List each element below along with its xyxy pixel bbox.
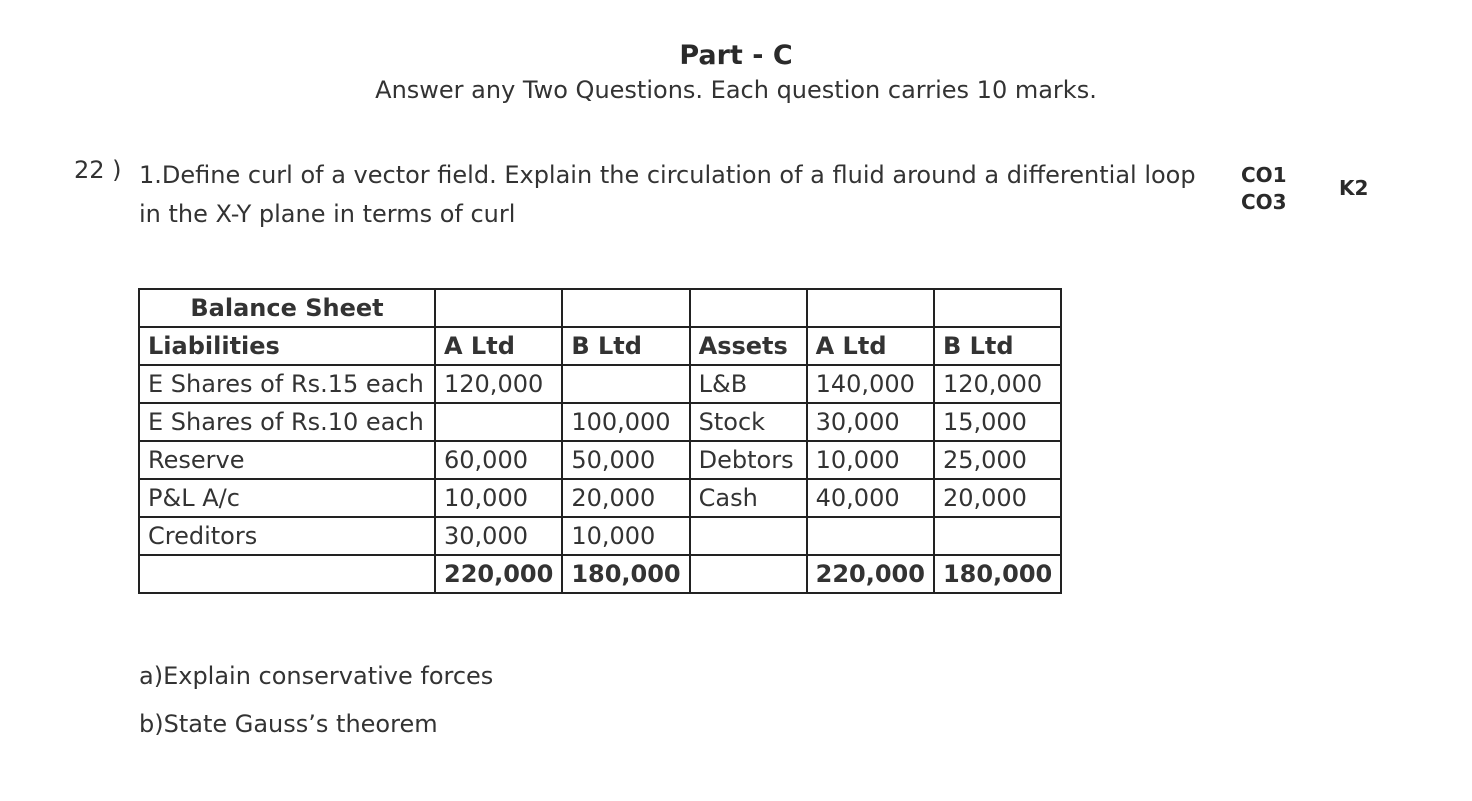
header-cell: B Ltd xyxy=(934,327,1061,365)
instructions: Answer any Two Questions. Each question carries 10 marks. xyxy=(375,76,1097,104)
table-cell: 120,000 xyxy=(934,365,1061,403)
table-cell: Reserve xyxy=(139,441,435,479)
table-cell xyxy=(690,517,807,555)
table-cell: Debtors xyxy=(690,441,807,479)
question-number: 22 ) xyxy=(74,156,122,184)
part-title: Part - C xyxy=(679,40,793,71)
table-cell: 20,000 xyxy=(934,479,1061,517)
table-row xyxy=(139,403,1061,441)
table-row xyxy=(139,365,1061,403)
table-title: Balance Sheet xyxy=(139,289,435,327)
question-text: 1.Define curl of a vector field. Explain the circulation of a fluid around a differential loop in the X-Y plane in terms of curl xyxy=(139,161,1196,228)
table-cell: 120,000 xyxy=(435,365,562,403)
table-cell: 100,000 xyxy=(562,403,689,441)
table-title-row xyxy=(139,289,1061,327)
total-cell: 180,000 xyxy=(934,555,1061,593)
table-row xyxy=(139,479,1061,517)
total-cell: 180,000 xyxy=(562,555,689,593)
table-row xyxy=(139,441,1061,479)
table-cell: 40,000 xyxy=(807,479,934,517)
table-cell xyxy=(562,365,689,403)
total-cell: 220,000 xyxy=(435,555,562,593)
table-cell: P&L A/c xyxy=(139,479,435,517)
table-cell: L&B xyxy=(690,365,807,403)
table-cell: 15,000 xyxy=(934,403,1061,441)
table-cell: 30,000 xyxy=(807,403,934,441)
table-cell: 10,000 xyxy=(435,479,562,517)
table-cell: Cash xyxy=(690,479,807,517)
header-cell: B Ltd xyxy=(562,327,689,365)
table-cell xyxy=(690,289,807,327)
sub-question-a: a)Explain conservative forces xyxy=(139,662,494,690)
course-outcome-2: CO3 xyxy=(1241,190,1287,214)
table-cell xyxy=(934,289,1061,327)
table-cell xyxy=(934,517,1061,555)
total-cell xyxy=(690,555,807,593)
table-cell xyxy=(807,289,934,327)
header-cell: A Ltd xyxy=(435,327,562,365)
table-cell: 30,000 xyxy=(435,517,562,555)
table-cell: 140,000 xyxy=(807,365,934,403)
table-cell: E Shares of Rs.15 each xyxy=(139,365,435,403)
header-cell: Liabilities xyxy=(139,327,435,365)
table-cell xyxy=(807,517,934,555)
table-cell: 20,000 xyxy=(562,479,689,517)
table-cell: E Shares of Rs.10 each xyxy=(139,403,435,441)
table-cell: Stock xyxy=(690,403,807,441)
table-cell: 10,000 xyxy=(562,517,689,555)
course-outcome-1: CO1 xyxy=(1241,163,1287,187)
table-cell: Creditors xyxy=(139,517,435,555)
table-totals-row xyxy=(139,555,1061,593)
total-cell xyxy=(139,555,435,593)
table-cell: 60,000 xyxy=(435,441,562,479)
knowledge-level: K2 xyxy=(1339,176,1369,200)
table-header-row xyxy=(139,327,1061,365)
table-row xyxy=(139,517,1061,555)
header-cell: A Ltd xyxy=(807,327,934,365)
balance-sheet-table xyxy=(138,288,1062,594)
sub-question-b: b)State Gauss’s theorem xyxy=(139,710,438,738)
total-cell: 220,000 xyxy=(807,555,934,593)
course-outcomes xyxy=(1241,162,1287,216)
header-cell: Assets xyxy=(690,327,807,365)
table-cell xyxy=(562,289,689,327)
table-cell: 10,000 xyxy=(807,441,934,479)
table-cell: 50,000 xyxy=(562,441,689,479)
table-cell: 25,000 xyxy=(934,441,1061,479)
table-cell xyxy=(435,403,562,441)
table-cell xyxy=(435,289,562,327)
